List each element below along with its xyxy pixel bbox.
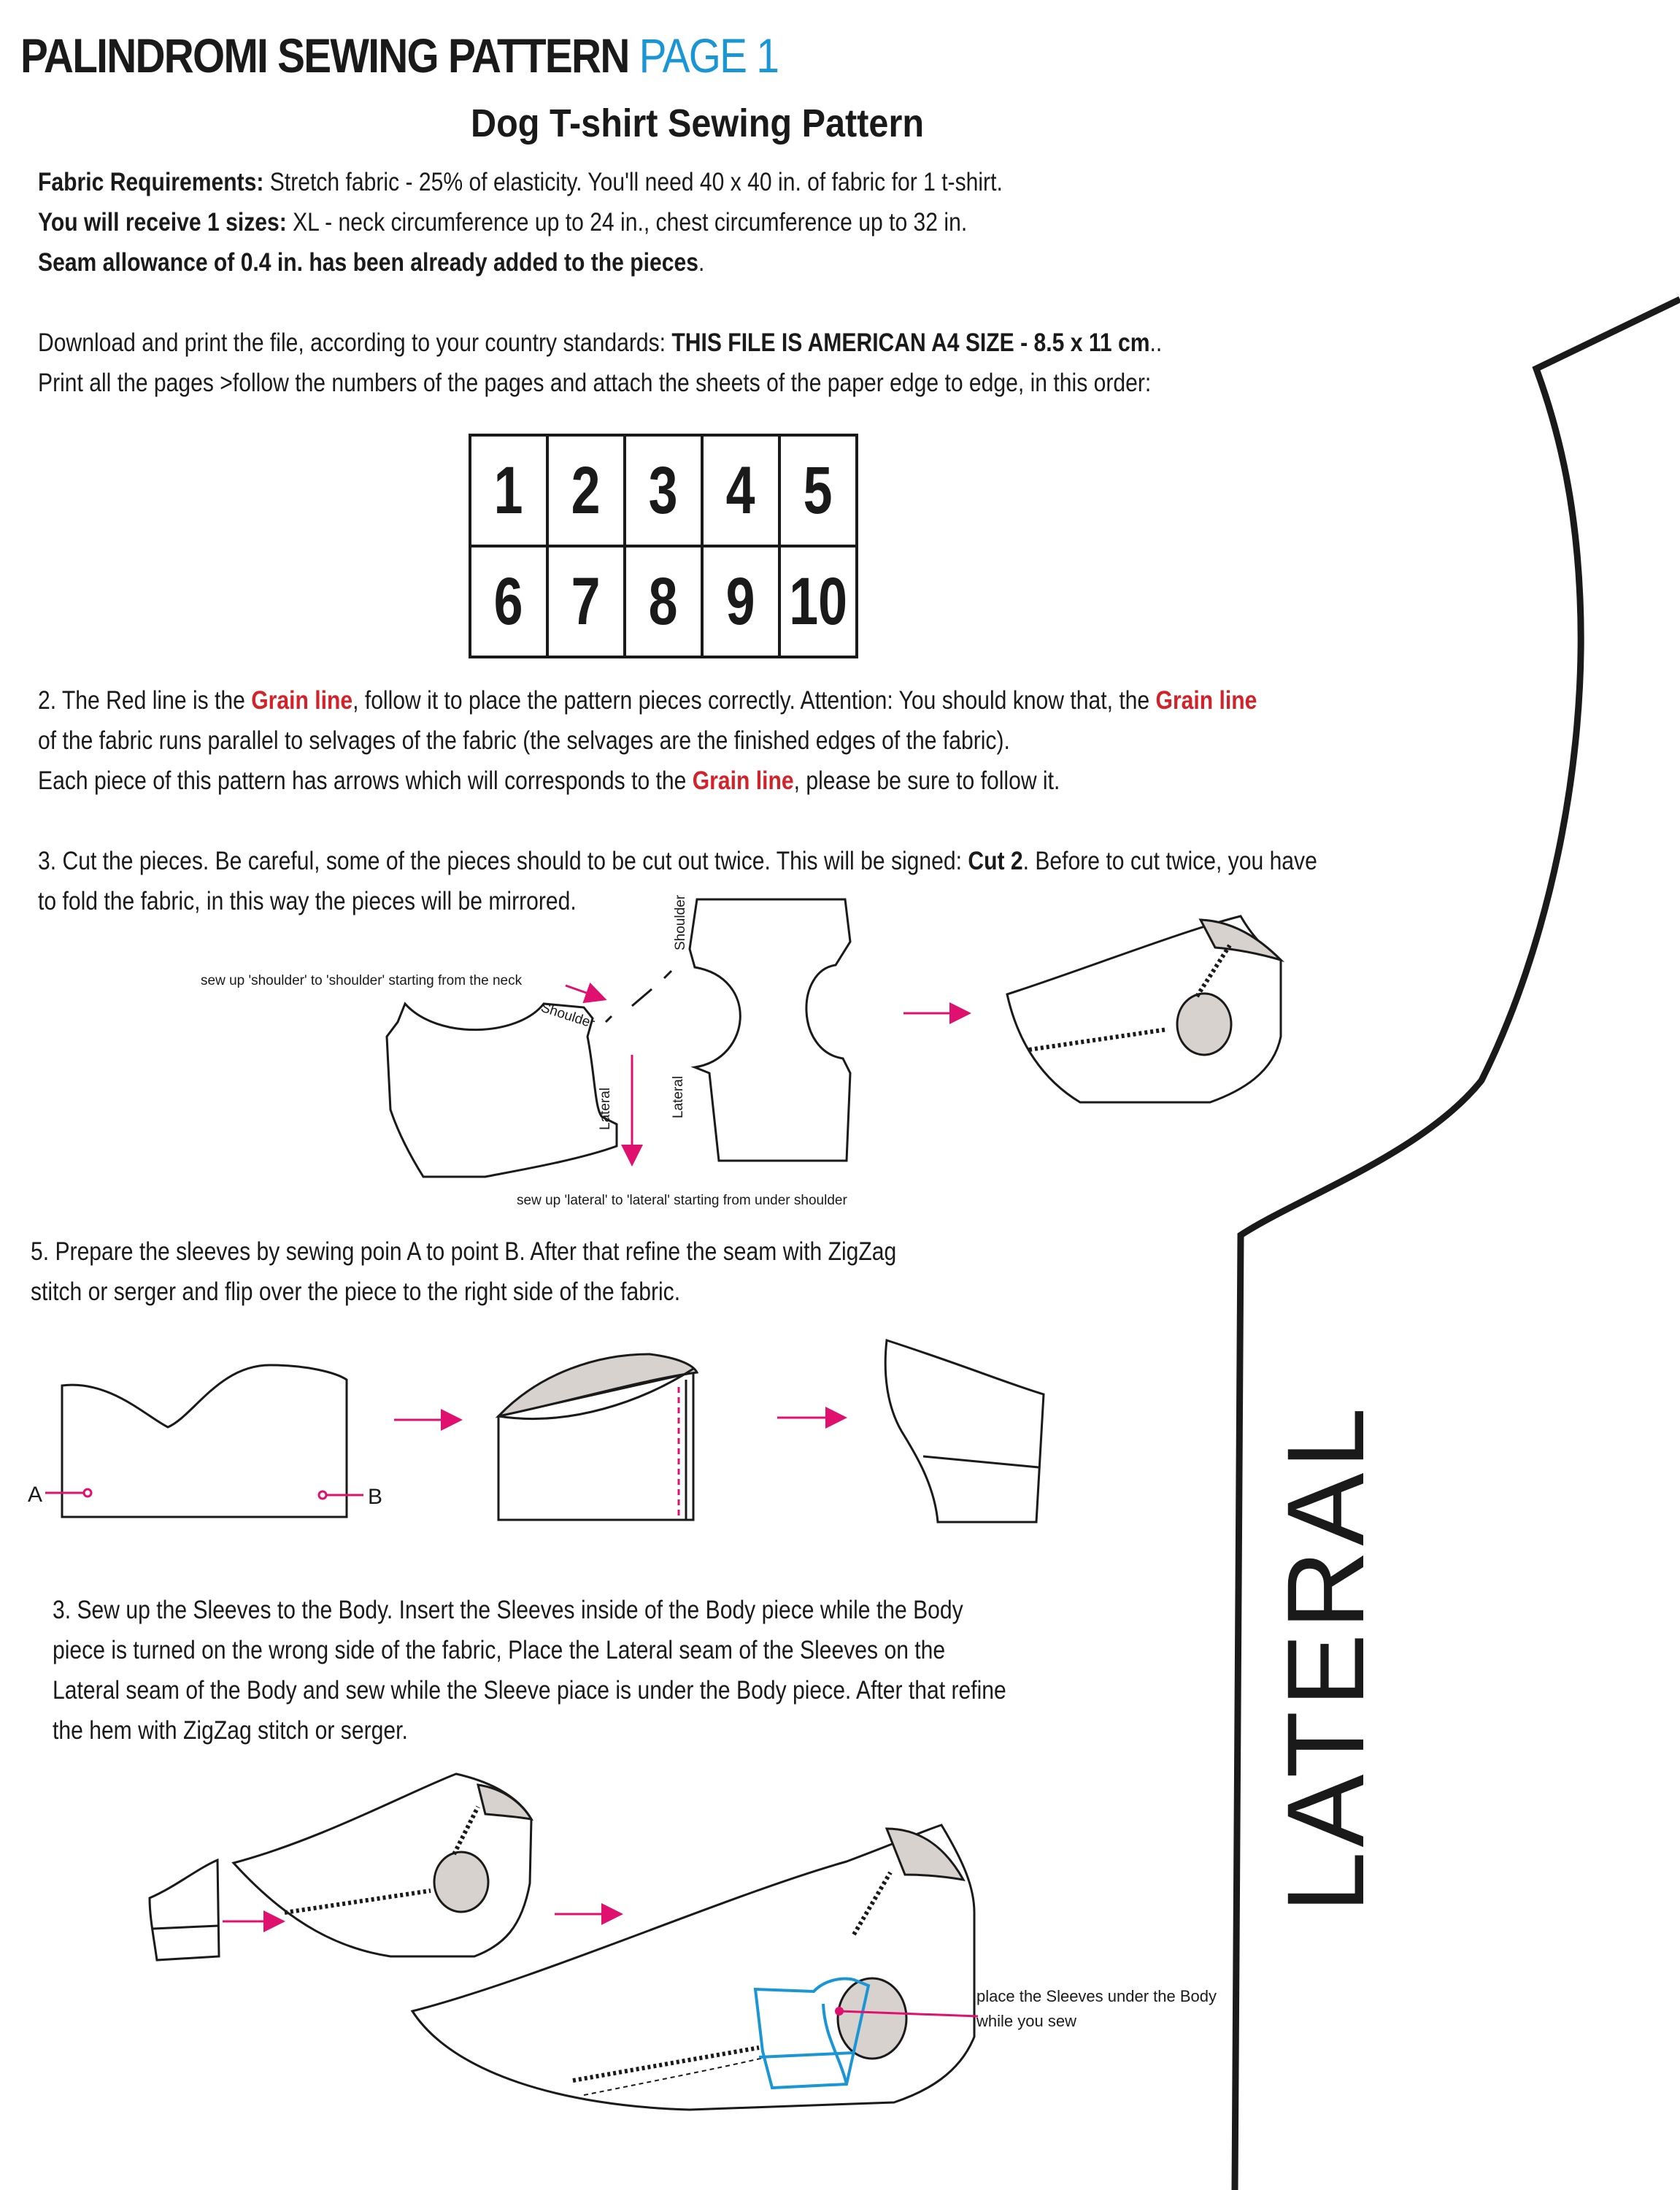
grain-line-red: Grain line [692, 766, 794, 795]
sleeve-note-1: place the Sleeves under the Body [976, 1987, 1217, 2005]
pattern-subtitle: Dog T-shirt Sewing Pattern [471, 101, 925, 145]
fabric-label: Fabric Requirements: [38, 168, 264, 196]
sleeve-note-2: while you sew [976, 2012, 1076, 2030]
sleeves-line-2: stitch or serger and flip over the piece to the right side of the fabric. [31, 1278, 681, 1306]
grid-number: 6 [494, 564, 523, 639]
sew-line-1: 3. Sew up the Sleeves to the Body. Insert the Sleeves inside of the Body piece while the Body [53, 1596, 963, 1624]
grain-l3b: , please be sure to follow it. [793, 766, 1060, 795]
cut-l1a: 3. Cut the pieces. Be careful, some of the pieces should to be cut out twice. This will be signed: [38, 847, 968, 875]
sizes-label: You will receive 1 sizes: [38, 208, 287, 237]
lateral-note: sew up 'lateral' to 'lateral' starting from under shoulder [517, 1193, 847, 1208]
shoulder-label-front: Shoulder [539, 999, 597, 1032]
dash-marks [606, 971, 671, 1022]
sew-line-3: Lateral seam of the Body and sew while the Sleeve piace is under the Body piece. After that refine [53, 1676, 1006, 1705]
fabric-text: Stretch fabric - 25% of elasticity. You'll need 40 x 40 in. of fabric for 1 t-shirt. [263, 168, 1003, 196]
point-a-marker [84, 1489, 91, 1496]
shoulder-arrow [566, 986, 603, 999]
print-suffix: .. [1149, 328, 1163, 357]
sew-line-2: piece is turned on the wrong side of the fabric, Place the Lateral seam of the Sleeves on the [53, 1636, 946, 1664]
sleeve-finished-piece [885, 1340, 1044, 1522]
assembled-tshirt-1 [1007, 916, 1281, 1102]
cut2-bold: Cut 2 [968, 847, 1023, 875]
lateral-label-front: Lateral [598, 1087, 613, 1130]
grain-line-red: Grain line [251, 686, 353, 715]
point-a-label: A [28, 1483, 43, 1507]
grid-number: 9 [726, 564, 755, 639]
body-front-piece [387, 1004, 617, 1177]
point-b-marker [319, 1491, 326, 1499]
sleeve-folded-piece [498, 1354, 697, 1520]
shoulder-note: sew up 'shoulder' to 'shoulder' starting from the neck [201, 973, 523, 988]
print-line-2: Print all the pages >follow the numbers of the pages and attach the sheets of the paper edge to edge, in this order: [38, 369, 1152, 397]
grid-number: 5 [804, 453, 833, 528]
print-size-bold: THIS FILE IS AMERICAN A4 SIZE - 8.5 x 11 cm [671, 328, 1150, 357]
grain-l1a: 2. The Red line is the [38, 686, 252, 715]
cut-line-2: to fold the fabric, in this way the pieces will be mirrored. [38, 887, 577, 915]
grid-number: 3 [649, 453, 678, 528]
title-text: PALINDROMI SEWING PATTERN [20, 28, 629, 82]
sleeves-line-1: 5. Prepare the sleeves by sewing poin A to point B. After that refine the seam with ZigZag [31, 1237, 897, 1266]
sew-line-4: the hem with ZigZag stitch or serger. [53, 1716, 408, 1745]
grid-number: 8 [649, 564, 678, 639]
grid-number: 2 [571, 453, 601, 528]
body-back-piece [690, 899, 850, 1161]
point-b-label: B [368, 1485, 383, 1509]
note-leader-dot [835, 2007, 844, 2016]
page-label: PAGE 1 [639, 28, 779, 82]
sizes-text: XL - neck circumference up to 24 in., chest circumference up to 32 in. [286, 208, 968, 237]
grid-number: 1 [494, 453, 523, 528]
shoulder-label-back: Shoulder [673, 894, 688, 950]
lateral-label-back: Lateral [671, 1075, 686, 1118]
body-piece-small [234, 1774, 531, 1956]
grain-line-red: Grain line [1155, 686, 1257, 715]
grid-number: 10 [789, 564, 848, 639]
seam-period: . [698, 248, 705, 277]
grid-number: 7 [571, 564, 601, 639]
sleeve-flat-piece [62, 1365, 347, 1517]
cut-l1b: . Before to cut twice, you have [1022, 847, 1317, 875]
small-sleeve [150, 1860, 219, 1960]
pattern-outline [1235, 299, 1680, 2190]
print-prefix: Download and print the file, according to your country standards: [38, 328, 672, 357]
grain-line-2: of the fabric runs parallel to selvages of the fabric (the selvages are the finished edges of the fabric). [38, 726, 1010, 755]
lateral-label: LATERAL [1264, 1403, 1387, 1913]
grain-l3a: Each piece of this pattern has arrows which will corresponds to the [38, 766, 693, 795]
grid-number: 4 [726, 453, 755, 528]
seam-text: Seam allowance of 0.4 in. has been already added to the pieces [38, 248, 699, 277]
grain-l1b: , follow it to place the pattern pieces correctly. Attention: You should know that, the [352, 686, 1156, 715]
